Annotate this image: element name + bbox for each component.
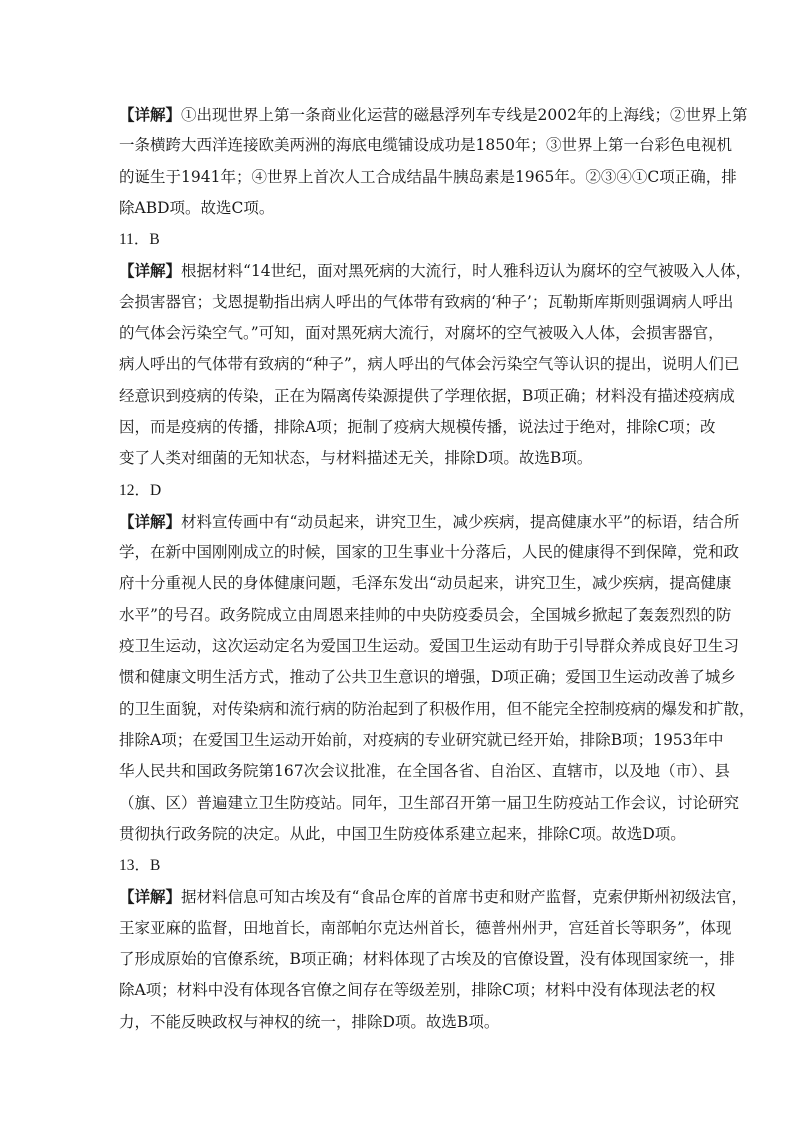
text-line: 【详解】材料宣传画中有“动员起来，讲究卫生，减少疾病，提高健康水平”的标语，结合所 <box>119 511 740 531</box>
text-line: 因，而是疫病的传播，排除A项；扼制了疫病大规模传播，说法过于绝对，排除C项；改 <box>119 417 716 436</box>
text-line: 一条横跨大西洋连接欧美两洲的海底电缆铺设成功是1850年；③世界上第一台彩色电视机 <box>119 136 732 155</box>
text-line: 变了人类对细菌的无知状态，与材料描述无关，排除D项。故选B项。 <box>119 449 593 468</box>
text-line: 【详解】根据材料“14世纪，面对黑死病的大流行，时人雅科迈认为腐坏的空气被吸入人体， <box>119 261 752 281</box>
text-line: 的气体会污染空气。”可知，面对黑死病大流行，对腐坏的空气被吸入人体，会损害器官， <box>119 324 724 343</box>
detail-tag: 【详解】 <box>119 887 182 907</box>
text-line: 府十分重视人民的身体健康问题，毛泽东发出“动员起来，讲究卫生，减少疾病，提高健康 <box>119 574 732 593</box>
text-line: 了形成原始的官僚系统，B项正确；材料体现了古埃及的官僚设置，没有体现国家统一，排 <box>119 950 735 969</box>
text-line: 经意识到疫病的传染，正在为隔离传染源提供了学理依据，B项正确；材料没有描述疫病成 <box>119 386 735 405</box>
detail-tag: 【详解】 <box>119 261 182 281</box>
answer-heading: 12．D <box>119 481 162 499</box>
answer-heading: 11．B <box>119 231 160 249</box>
answer-heading: 13．B <box>119 857 161 875</box>
text-line: 病人呼出的气体带有致病的“种子”，病人呼出的气体会污染空气等认识的提出，说明人们已 <box>119 355 740 374</box>
text-line: 除A项；材料中没有体现各官僚之间存在等级差别，排除C项；材料中没有体现法老的权 <box>119 981 716 1000</box>
question-section <box>119 475 755 851</box>
question-section <box>119 224 752 474</box>
text-line: 贯彻执行政务院的决定。从此，中国卫生防疫体系建立起来，排除C项。故选D项。 <box>119 824 686 843</box>
text-line: 【详解】据材料信息可知古埃及有“食品仓库的首席书吏和财产监督，克索伊斯州初级法官， <box>119 887 747 907</box>
detail-tag: 【详解】 <box>119 511 182 531</box>
question-section <box>119 850 747 1038</box>
detail-tag: 【详解】 <box>119 105 182 124</box>
document-page <box>119 99 755 1038</box>
text-line: （旗、区）普遍建立卫生防疫站。同年，卫生部召开第一届卫生防疫站工作会议，讨论研究 <box>119 793 740 812</box>
text-line: 力，不能反映政权与神权的统一，排除D项。故选B项。 <box>119 1012 500 1031</box>
text-line: 疫卫生运动，这次运动定名为爱国卫生运动。爱国卫生运动有助于引导群众养成良好卫生习 <box>119 637 740 656</box>
text-line: 华人民共和国政务院第167次会议批准，在全国各省、自治区、直辖市，以及地（市）、县 <box>119 762 730 781</box>
explanation-section <box>119 99 748 224</box>
text-line: 王家亚麻的监督，田地首长，南部帕尔克达州首长，德普州州尹，宫廷首长等职务”，体现 <box>119 918 732 937</box>
text-line: 惯和健康文明生活方式，推动了公共卫生意识的增强，D项正确；爱国卫生运动改善了城乡 <box>119 668 736 687</box>
text-line: 会损害器官；戈恩提勒指出病人呼出的气体带有致病的‘种子’；瓦勒斯库斯则强调病人呼出 <box>119 292 734 311</box>
text-line: 除ABD项。故选C项。 <box>119 198 275 217</box>
text-line: 排除A项；在爱国卫生运动开始前，对疫病的专业研究就已经开始，排除B项；1953年中 <box>119 730 724 749</box>
text-line: 学，在新中国刚刚成立的时候，国家的卫生事业十分落后，人民的健康得不到保障，党和政 <box>119 543 740 562</box>
text-line: 的诞生于1941年；④世界上首次人工合成结晶牛胰岛素是1965年。②③④①C项正确，排 <box>119 167 737 186</box>
text-line: 【详解】①出现世界上第一条商业化运营的磁悬浮列车专线是2002年的上海线；②世界上第 <box>119 105 748 124</box>
text-line: 水平”的号召。政务院成立由周恩来挂帅的中央防疫委员会，全国城乡掀起了轰轰烈烈的防 <box>119 605 732 624</box>
text-line: 的卫生面貌，对传染病和流行病的防治起到了积极作用，但不能完全控制疫病的爆发和扩散， <box>119 699 755 718</box>
